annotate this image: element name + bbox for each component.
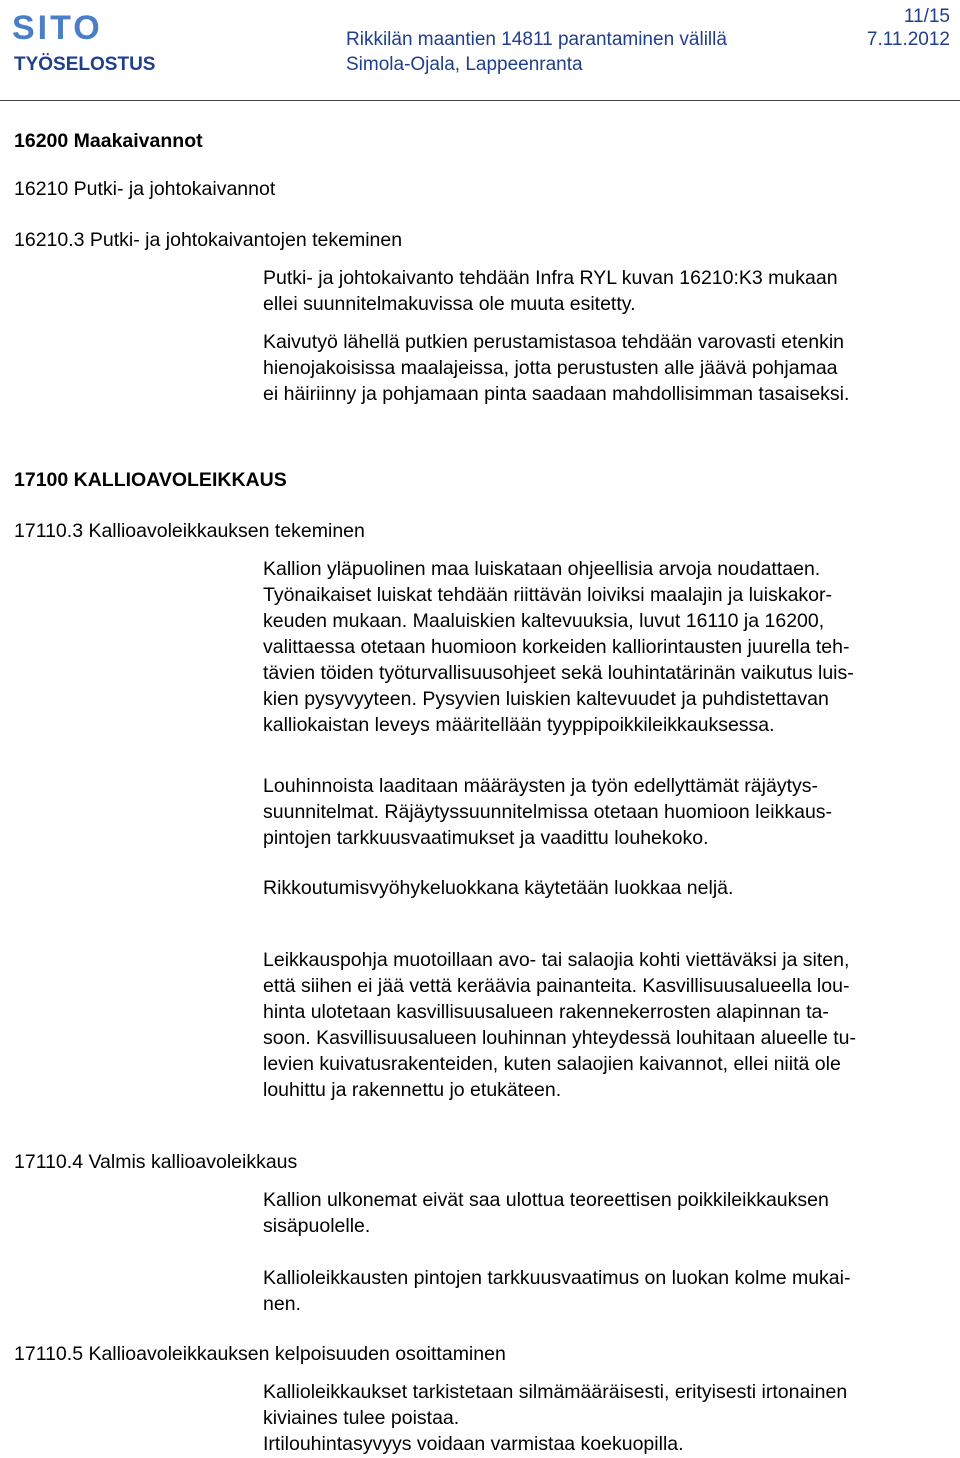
paragraph-line: ei häiriinny ja pohjamaan pinta saadaan mahdollisimman tasaiseksi.	[263, 383, 850, 405]
paragraph-line: suunnitelmat. Räjäytyssuunnitelmissa otetaan huomioon leikkaus-	[263, 801, 833, 823]
page-header	[0, 0, 960, 102]
paragraph-line: Louhinnoista laaditaan määräysten ja työn edellyttämät räjäytys-	[263, 775, 818, 797]
paragraph-line: Työnaikaiset luiskat tehdään riittävän loiviksi maalajin ja luiskakor-	[263, 584, 833, 606]
paragraph-line: hienojakoisissa maalajeissa, jotta perustusten alle jäävä pohjamaa	[263, 357, 838, 379]
paragraph-line: ellei suunnitelmakuvissa ole muuta esitetty.	[263, 293, 636, 315]
paragraph-line: että siihen ei jää vettä keräävia painanteita. Kasvillisuusalueella lou-	[263, 975, 850, 997]
paragraph-line: Rikkoutumisvyöhykeluokkana käytetään luokkaa neljä.	[263, 877, 734, 899]
document-type: TYÖSELOSTUS	[14, 54, 156, 75]
paragraph-line: pintojen tarkkuusvaatimukset ja vaadittu louhekoko.	[263, 827, 709, 849]
heading-16210: 16210 Putki- ja johtokaivannot	[14, 178, 276, 200]
paragraph-line: Leikkauspohja muotoillaan avo- tai salaojia kohti viettäväksi ja siten,	[263, 949, 850, 971]
page-number: 11/15	[903, 6, 950, 27]
paragraph-line: louhittu ja rakennettu jo etukäteen.	[263, 1079, 562, 1101]
paragraph-line: Kallion ulkonemat eivät saa ulottua teoreettisen poikkileikkauksen	[263, 1189, 829, 1211]
document-date: 7.11.2012	[866, 29, 950, 50]
project-title-line1: Rikkilän maantien 14811 parantaminen välillä	[346, 29, 727, 50]
paragraph-line: levien kuivatusrakenteiden, kuten salaojien kaivannot, ellei niitä ole	[263, 1053, 841, 1075]
paragraph-line: kalliokaistan leveys määritellään tyyppipoikkileikkauksessa.	[263, 714, 775, 736]
paragraph-line: valittaessa otetaan huomioon korkeiden kalliorintausten juurella teh-	[263, 636, 850, 658]
paragraph-line: sisäpuolelle.	[263, 1215, 371, 1237]
heading-17110-5: 17110.5 Kallioavoleikkauksen kelpoisuuden osoittaminen	[14, 1343, 506, 1365]
paragraph-line: tävien töiden työturvallisuusohjeet sekä louhintatärinän vaikutus luis-	[263, 662, 854, 684]
logo-text: SITO	[12, 10, 103, 44]
paragraph-line: soon. Kasvillisuusalueen louhinnan yhteydessä louhitaan alueelle tu-	[263, 1027, 856, 1049]
paragraph-line: Kallion yläpuolinen maa luiskataan ohjeellisia arvoja noudattaen.	[263, 558, 821, 580]
heading-17110-4: 17110.4 Valmis kallioavoleikkaus	[14, 1151, 298, 1173]
paragraph-line: hinta ulotetaan kasvillisuusalueen rakennekerrosten alapinnan ta-	[263, 1001, 829, 1023]
header-divider	[0, 100, 960, 101]
paragraph-line: Putki- ja johtokaivanto tehdään Infra RYL kuvan 16210:K3 mukaan	[263, 267, 838, 289]
paragraph-line: Kallioleikkaukset tarkistetaan silmämääräisesti, erityisesti irtonainen	[263, 1381, 848, 1403]
heading-17100: 17100 KALLIOAVOLEIKKAUS	[14, 469, 287, 491]
paragraph-line: Kaivutyö lähellä putkien perustamistasoa tehdään varovasti etenkin	[263, 331, 845, 353]
paragraph-line: kiviaines tulee poistaa.	[263, 1407, 460, 1429]
sito-logo	[12, 10, 146, 44]
paragraph-line: kien pysyvyyteen. Pysyvien luiskien kaltevuudet ja puhdistettavan	[263, 688, 829, 710]
project-title-line2: Simola-Ojala, Lappeenranta	[346, 54, 583, 75]
paragraph-line: Kallioleikkausten pintojen tarkkuusvaatimus on luokan kolme mukai-	[263, 1267, 851, 1289]
paragraph-line: keuden mukaan. Maaluiskien kaltevuuksia, luvut 16110 ja 16200,	[263, 610, 825, 632]
paragraph-line: Irtilouhintasyvyys voidaan varmistaa koekuopilla.	[263, 1433, 684, 1455]
heading-16210-3: 16210.3 Putki- ja johtokaivantojen tekeminen	[14, 229, 403, 251]
paragraph-line: nen.	[263, 1293, 301, 1315]
heading-17110-3: 17110.3 Kallioavoleikkauksen tekeminen	[14, 520, 365, 542]
heading-16200: 16200 Maakaivannot	[14, 130, 203, 152]
